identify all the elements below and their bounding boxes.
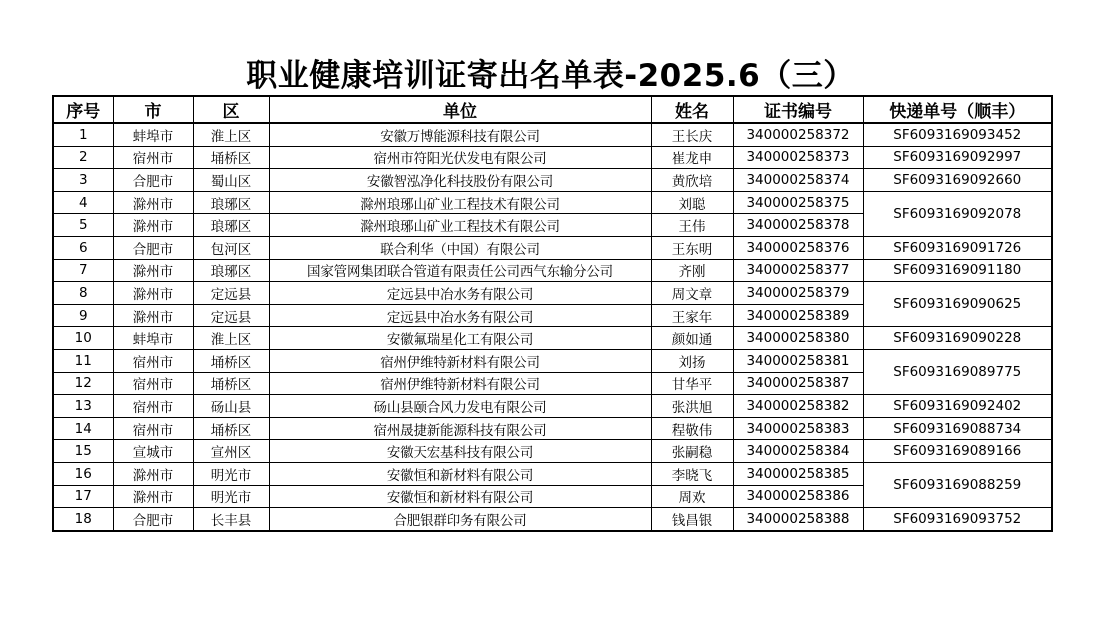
- cell-no: 5: [53, 214, 113, 237]
- cell-city: 宣城市: [113, 440, 193, 463]
- cell-name: 程敬伟: [651, 417, 733, 440]
- cell-no: 8: [53, 282, 113, 305]
- cell-express: SF6093169090228: [863, 327, 1052, 350]
- cell-district: 淮上区: [193, 123, 269, 146]
- cell-city: 滁州市: [113, 462, 193, 485]
- cell-name: 王伟: [651, 214, 733, 237]
- cell-district: 定远县: [193, 282, 269, 305]
- cell-express-merged: SF6093169088259: [863, 462, 1052, 507]
- col-header-express: 快递单号（顺丰）: [863, 96, 1052, 123]
- cell-cert: 340000258377: [733, 259, 863, 282]
- cell-express: SF6093169093452: [863, 123, 1052, 146]
- table-row: [53, 282, 1052, 305]
- cell-cert: 340000258389: [733, 304, 863, 327]
- table-row: [53, 123, 1052, 146]
- cell-name: 颜如通: [651, 327, 733, 350]
- cell-express-merged: SF6093169092078: [863, 191, 1052, 236]
- cell-cert: 340000258375: [733, 191, 863, 214]
- cell-name: 王东明: [651, 236, 733, 259]
- cell-no: 10: [53, 327, 113, 350]
- cell-cert: 340000258379: [733, 282, 863, 305]
- cell-city: 蚌埠市: [113, 327, 193, 350]
- cell-cert: 340000258385: [733, 462, 863, 485]
- cell-name: 周欢: [651, 485, 733, 508]
- cell-no: 16: [53, 462, 113, 485]
- cell-cert: 340000258388: [733, 508, 863, 531]
- cell-no: 9: [53, 304, 113, 327]
- cell-cert: 340000258382: [733, 395, 863, 418]
- header-row: [53, 96, 1052, 123]
- cell-district: 埇桥区: [193, 146, 269, 169]
- cell-no: 12: [53, 372, 113, 395]
- cell-cert: 340000258380: [733, 327, 863, 350]
- cell-express: SF6093169092997: [863, 146, 1052, 169]
- table-row: [53, 327, 1052, 350]
- shipping-roster-table: [52, 95, 1053, 532]
- cell-city: 滁州市: [113, 259, 193, 282]
- cell-city: 滁州市: [113, 214, 193, 237]
- cell-name: 张洪旭: [651, 395, 733, 418]
- cell-unit: 联合利华（中国）有限公司: [269, 236, 651, 259]
- table-row: [53, 146, 1052, 169]
- cell-district: 宣州区: [193, 440, 269, 463]
- cell-express-merged: SF6093169089775: [863, 349, 1052, 394]
- cell-district: 淮上区: [193, 327, 269, 350]
- cell-name: 刘聪: [651, 191, 733, 214]
- cell-express: SF6093169091726: [863, 236, 1052, 259]
- cell-express: SF6093169091180: [863, 259, 1052, 282]
- cell-express: SF6093169088734: [863, 417, 1052, 440]
- col-header-city: 市: [113, 96, 193, 123]
- cell-no: 6: [53, 236, 113, 259]
- cell-cert: 340000258384: [733, 440, 863, 463]
- cell-cert: 340000258376: [733, 236, 863, 259]
- cell-unit: 安徽氟瑞星化工有限公司: [269, 327, 651, 350]
- cell-unit: 宿州市符阳光伏发电有限公司: [269, 146, 651, 169]
- cell-unit: 宿州伊维特新材料有限公司: [269, 372, 651, 395]
- table-row: [53, 236, 1052, 259]
- cell-name: 王家年: [651, 304, 733, 327]
- cell-name: 刘扬: [651, 349, 733, 372]
- cell-city: 宿州市: [113, 395, 193, 418]
- cell-district: 蜀山区: [193, 169, 269, 192]
- cell-unit: 宿州伊维特新材料有限公司: [269, 349, 651, 372]
- cell-no: 1: [53, 123, 113, 146]
- cell-express: SF6093169092402: [863, 395, 1052, 418]
- cell-city: 滁州市: [113, 191, 193, 214]
- cell-unit: 滁州琅琊山矿业工程技术有限公司: [269, 191, 651, 214]
- cell-district: 埇桥区: [193, 349, 269, 372]
- col-header-cert: 证书编号: [733, 96, 863, 123]
- cell-unit: 定远县中冶水务有限公司: [269, 282, 651, 305]
- cell-no: 11: [53, 349, 113, 372]
- cell-name: 黄欣培: [651, 169, 733, 192]
- col-header-unit: 单位: [269, 96, 651, 123]
- cell-district: 埇桥区: [193, 417, 269, 440]
- cell-city: 滁州市: [113, 304, 193, 327]
- table-row: [53, 259, 1052, 282]
- page-title: 职业健康培训证寄出名单表-2025.6（三）: [246, 58, 855, 94]
- cell-unit: 安徽智泓净化科技股份有限公司: [269, 169, 651, 192]
- cell-no: 4: [53, 191, 113, 214]
- col-header-district: 区: [193, 96, 269, 123]
- cell-name: 齐刚: [651, 259, 733, 282]
- cell-unit: 宿州晟捷新能源科技有限公司: [269, 417, 651, 440]
- cell-cert: 340000258378: [733, 214, 863, 237]
- cell-no: 15: [53, 440, 113, 463]
- cell-cert: 340000258387: [733, 372, 863, 395]
- cell-name: 张嗣稳: [651, 440, 733, 463]
- cell-city: 宿州市: [113, 349, 193, 372]
- cell-name: 崔龙申: [651, 146, 733, 169]
- cell-no: 17: [53, 485, 113, 508]
- cell-name: 钱昌银: [651, 508, 733, 531]
- cell-city: 合肥市: [113, 508, 193, 531]
- cell-cert: 340000258373: [733, 146, 863, 169]
- cell-city: 宿州市: [113, 146, 193, 169]
- col-header-name: 姓名: [651, 96, 733, 123]
- cell-district: 长丰县: [193, 508, 269, 531]
- cell-cert: 340000258381: [733, 349, 863, 372]
- table-row: [53, 191, 1052, 214]
- cell-city: 滁州市: [113, 282, 193, 305]
- cell-unit: 滁州琅琊山矿业工程技术有限公司: [269, 214, 651, 237]
- table-row: [53, 440, 1052, 463]
- cell-district: 琅琊区: [193, 259, 269, 282]
- cell-city: 宿州市: [113, 417, 193, 440]
- cell-cert: 340000258386: [733, 485, 863, 508]
- cell-no: 7: [53, 259, 113, 282]
- cell-city: 合肥市: [113, 236, 193, 259]
- cell-district: 琅琊区: [193, 191, 269, 214]
- cell-district: 包河区: [193, 236, 269, 259]
- cell-name: 李晓飞: [651, 462, 733, 485]
- table-row: [53, 349, 1052, 372]
- table-row: [53, 508, 1052, 531]
- cell-district: 明光市: [193, 462, 269, 485]
- cell-unit: 安徽万博能源科技有限公司: [269, 123, 651, 146]
- cell-district: 砀山县: [193, 395, 269, 418]
- col-header-no: 序号: [53, 96, 113, 123]
- cell-unit: 砀山县颐合风力发电有限公司: [269, 395, 651, 418]
- cell-cert: 340000258374: [733, 169, 863, 192]
- cell-no: 3: [53, 169, 113, 192]
- cell-city: 宿州市: [113, 372, 193, 395]
- cell-city: 蚌埠市: [113, 123, 193, 146]
- cell-unit: 安徽恒和新材料有限公司: [269, 462, 651, 485]
- cell-unit: 定远县中冶水务有限公司: [269, 304, 651, 327]
- cell-name: 甘华平: [651, 372, 733, 395]
- cell-no: 14: [53, 417, 113, 440]
- cell-unit: 国家管网集团联合管道有限责任公司西气东输分公司: [269, 259, 651, 282]
- cell-city: 滁州市: [113, 485, 193, 508]
- cell-cert: 340000258383: [733, 417, 863, 440]
- cell-express-merged: SF6093169090625: [863, 282, 1052, 327]
- cell-no: 13: [53, 395, 113, 418]
- table-row: [53, 169, 1052, 192]
- cell-express: SF6093169093752: [863, 508, 1052, 531]
- cell-district: 琅琊区: [193, 214, 269, 237]
- cell-unit: 合肥银群印务有限公司: [269, 508, 651, 531]
- cell-district: 定远县: [193, 304, 269, 327]
- cell-cert: 340000258372: [733, 123, 863, 146]
- cell-unit: 安徽天宏基科技有限公司: [269, 440, 651, 463]
- cell-district: 明光市: [193, 485, 269, 508]
- cell-express: SF6093169089166: [863, 440, 1052, 463]
- table-row: [53, 395, 1052, 418]
- cell-district: 埇桥区: [193, 372, 269, 395]
- cell-no: 18: [53, 508, 113, 531]
- table-row: [53, 417, 1052, 440]
- cell-name: 王长庆: [651, 123, 733, 146]
- cell-city: 合肥市: [113, 169, 193, 192]
- cell-no: 2: [53, 146, 113, 169]
- cell-unit: 安徽恒和新材料有限公司: [269, 485, 651, 508]
- cell-name: 周文章: [651, 282, 733, 305]
- table-row: [53, 462, 1052, 485]
- cell-express: SF6093169092660: [863, 169, 1052, 192]
